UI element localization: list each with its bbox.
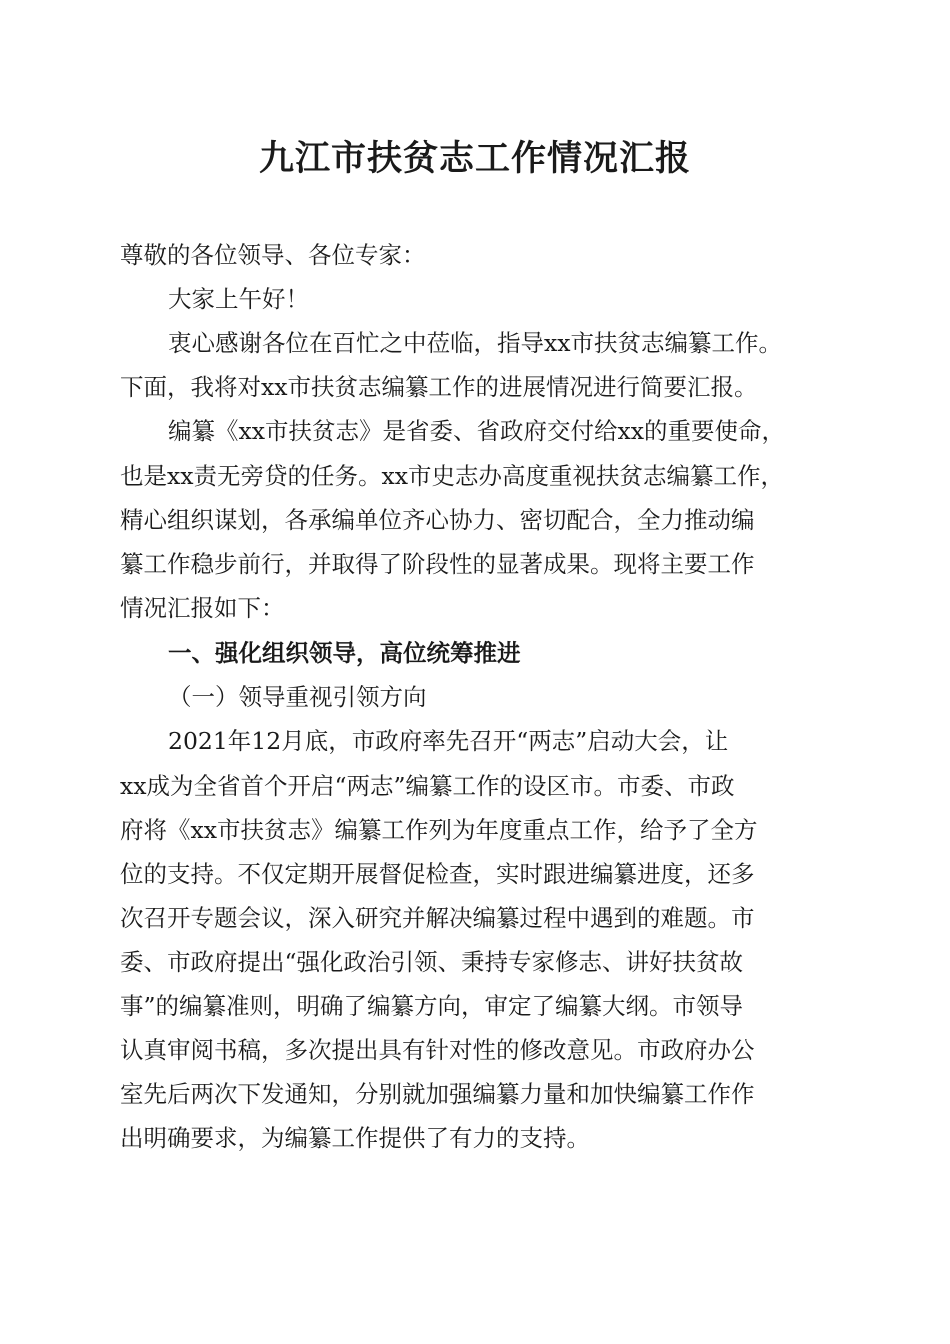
paragraph-line: 精心组织谋划，各承编单位齐心协力、密切配合，全力推动编	[120, 506, 755, 534]
section-heading: 一、强化组织领导，高位统筹推进	[168, 639, 521, 667]
paragraph-line: 衷心感谢各位在百忙之中莅临，指导xx市扶贫志编纂工作。	[168, 329, 783, 357]
paragraph-line: 认真审阅书稿，多次提出具有针对性的修改意见。市政府办公	[120, 1036, 755, 1064]
paragraph-line: 编纂《xx市扶贫志》是省委、省政府交付给xx的重要使命，	[168, 417, 786, 445]
paragraph-line: xx成为全省首个开启“两志”编纂工作的设区市。市委、市政	[120, 772, 735, 800]
greeting: 大家上午好！	[168, 285, 309, 313]
paragraph-line: 出明确要求，为编纂工作提供了有力的支持。	[120, 1124, 590, 1152]
paragraph-line: 次召开专题会议，深入研究并解决编纂过程中遇到的难题。市	[120, 904, 755, 932]
paragraph-line: 下面，我将对xx市扶贫志编纂工作的进展情况进行简要汇报。	[120, 373, 758, 401]
paragraph-line: 府将《xx市扶贫志》编纂工作列为年度重点工作，给予了全方	[120, 816, 758, 844]
paragraph-line: 2021年12月底，市政府率先召开“两志”启动大会，让	[168, 727, 729, 755]
subsection-heading: （一）领导重视引领方向	[168, 683, 427, 711]
paragraph-line: 室先后两次下发通知，分别就加强编纂力量和加快编纂工作作	[120, 1080, 755, 1108]
paragraph-line: 情况汇报如下：	[120, 594, 285, 622]
paragraph-line: 委、市政府提出“强化政治引领、秉持专家修志、讲好扶贫故	[120, 948, 744, 976]
paragraph-line: 位的支持。不仅定期开展督促检查，实时跟进编纂进度，还多	[120, 860, 755, 888]
salutation: 尊敬的各位领导、各位专家：	[120, 241, 426, 269]
document-title: 九江市扶贫志工作情况汇报	[258, 138, 691, 179]
paragraph-line: 纂工作稳步前行，并取得了阶段性的显著成果。现将主要工作	[120, 550, 755, 578]
paragraph-line: 事”的编纂准则，明确了编纂方向，审定了编纂大纲。市领导	[120, 992, 744, 1020]
paragraph-line: 也是xx责无旁贷的任务。xx市史志办高度重视扶贫志编纂工作，	[120, 462, 785, 490]
